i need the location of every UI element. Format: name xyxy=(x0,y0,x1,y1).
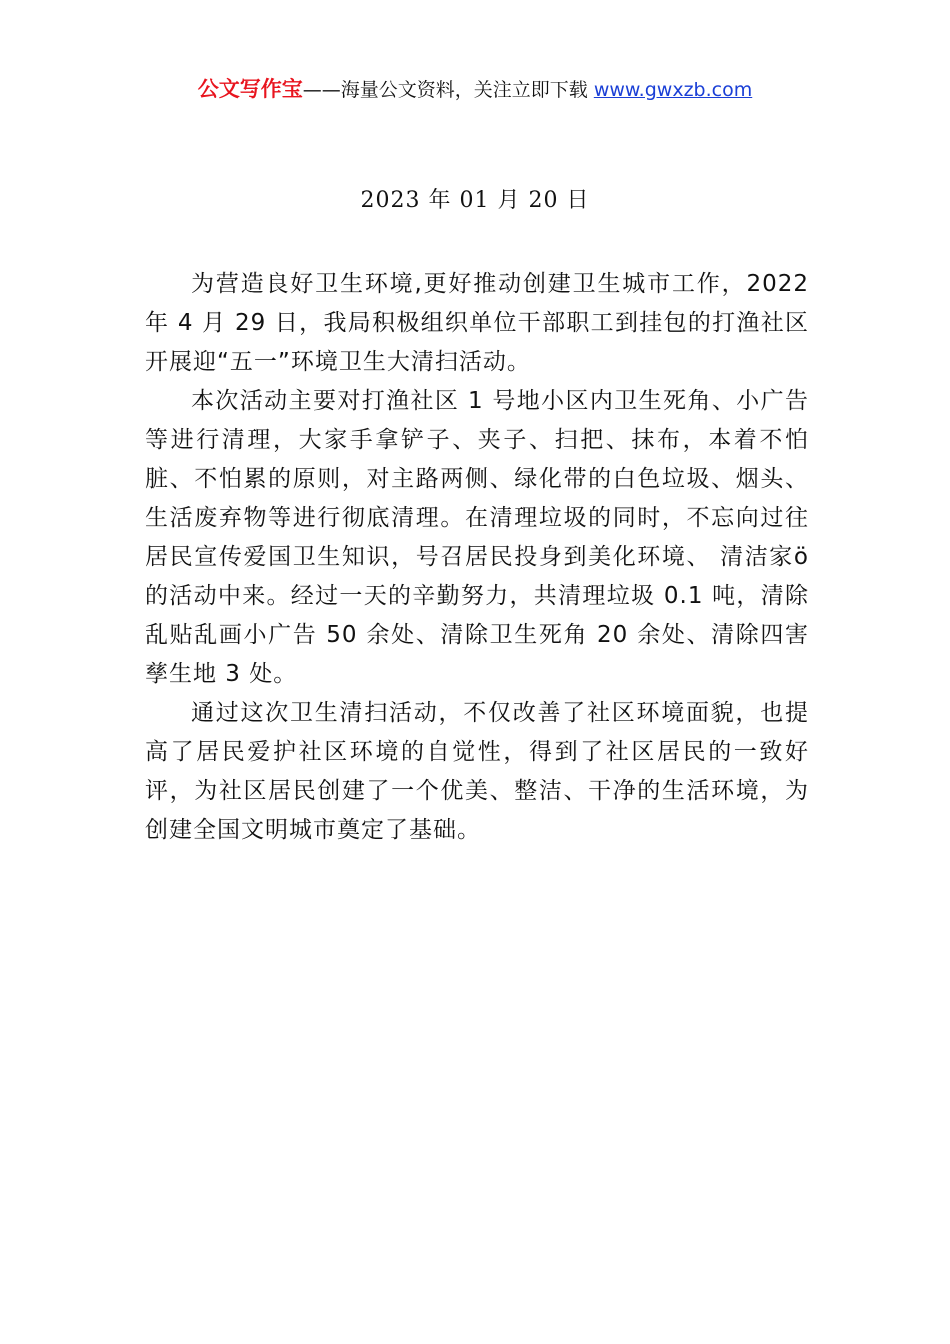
page-header xyxy=(0,76,950,103)
paragraph-1: 为营造良好卫生环境,更好推动创建卫生城市工作，2022 年 4 月 29 日，我局积极组织单位干部职工到挂包的打渔社区开展迎“五一”环境卫生大清扫活动。 xyxy=(145,271,809,375)
paragraph-2: 本次活动主要对打渔社区 1 号地小区内卫生死角、小广告等进行清理，大家手拿铲子、夹子、扫把、抹布，本着不怕脏、不怕累的原则，对主路两侧、绿化带的白色垃圾、烟头、生活废弃物等进行彻底清理。在清理垃圾的同时，不忘向过往居民宣传爱国卫生知识，号召居民投身到美化环境、 清洁家ö的活动中来。经过一天的辛勤努力，共清理垃圾 0.1 吨，清除乱贴乱画小广告 50 余处、清除卫生死角 20 余处、清除四害孳生地 3 处。 xyxy=(145,388,809,687)
paragraph-3: 通过这次卫生清扫活动，不仅改善了社区环境面貌，也提高了居民爱护社区环境的自觉性，得到了社区居民的一致好评，为社区居民创建了一个优美、整洁、干净的生活环境，为创建全国文明城市奠定了基础。 xyxy=(145,700,809,843)
header-tagline: ——海量公文资料，关注立即下载 xyxy=(302,79,594,101)
website-link[interactable]: www.gwxzb.com xyxy=(593,79,753,101)
brand-name: 公文写作宝 xyxy=(197,77,303,101)
document-date: 2023 年 01 月 20 日 xyxy=(360,188,590,213)
document-body xyxy=(145,265,809,850)
